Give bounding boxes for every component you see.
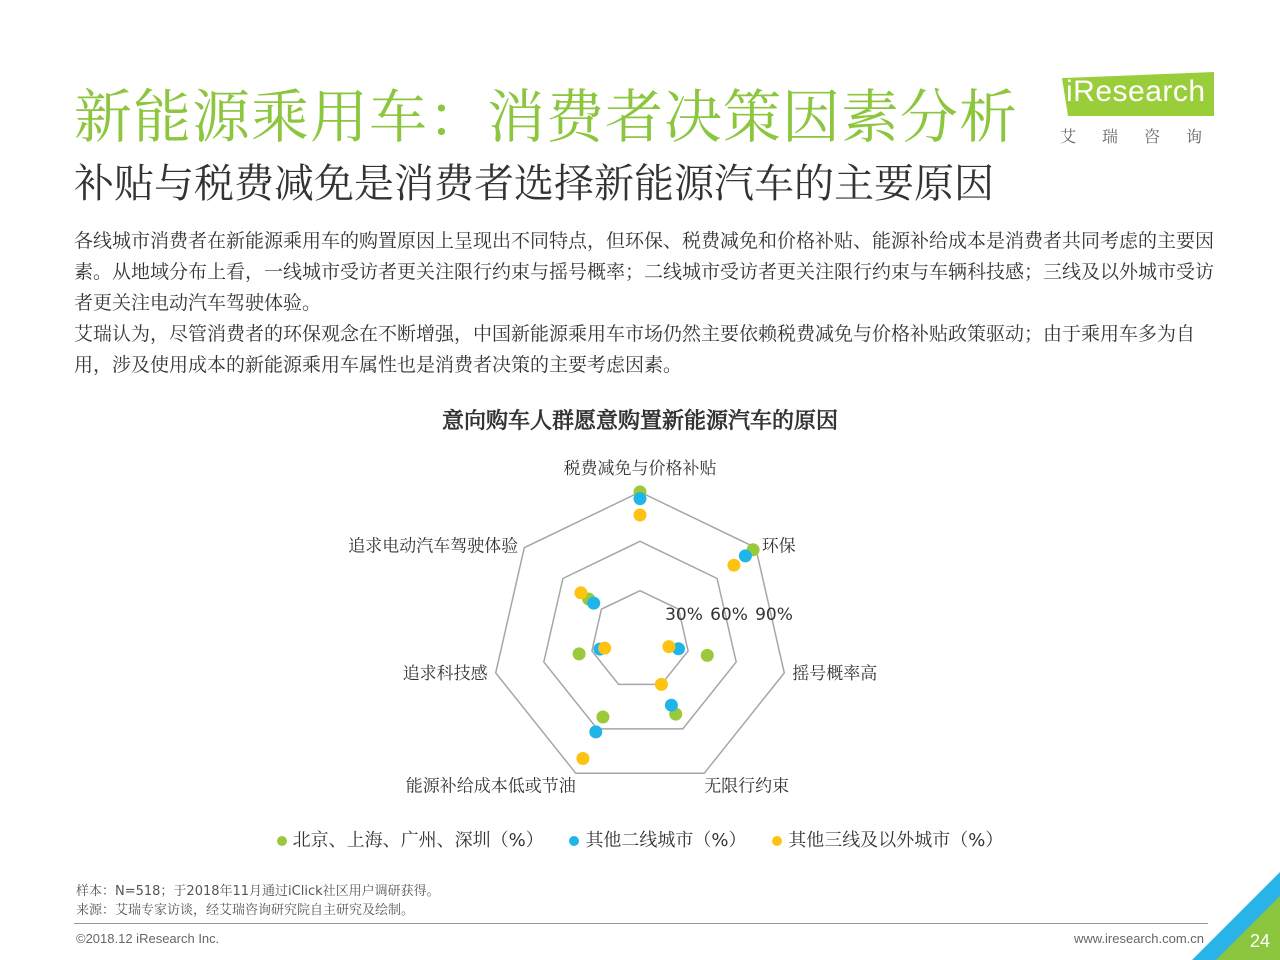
data-point-series-0 — [573, 647, 586, 660]
iresearch-logo — [1058, 66, 1229, 146]
page-title: 新能源乘用车：消费者决策因素分析 — [74, 83, 1019, 151]
summary-text — [74, 226, 1224, 381]
legend-label-tier1: 北京、上海、广州、深圳（%） — [292, 830, 544, 851]
data-point-series-0 — [596, 711, 609, 724]
data-point-series-1 — [665, 699, 678, 712]
data-point-series-1 — [589, 725, 602, 738]
data-point-series-0 — [701, 649, 714, 662]
data-point-series-2 — [598, 642, 611, 655]
legend-dot-blue — [569, 836, 579, 846]
tick-label: 90% — [755, 605, 793, 625]
category-label: 摇号概率高 — [792, 663, 878, 684]
source-note: 来源：艾瑞专家访谈，经艾瑞咨询研究院自主研究及绘制。 — [76, 903, 415, 918]
data-point-series-2 — [727, 559, 740, 572]
legend-label-tier2: 其他二线城市（%） — [585, 830, 747, 851]
summary-paragraph-1: 各线城市消费者在新能源乘用车的购置原因上呈现出不同特点，但环保、税费减免和价格补贴、能源补给成本是消费者共同考虑的主要因素。从地域分布上看，一线城市受访者更关注限行约束与摇号概率；二线城市受访者更关注限行约束与车辆科技感；三线及以外城市受访者更关注电动汽车驾驶体验。 — [74, 230, 1215, 314]
legend-item-tier3 — [772, 826, 1003, 852]
tick-label: 30% — [665, 605, 703, 625]
category-label: 无限行约束 — [704, 776, 790, 797]
tick-label: 60% — [710, 605, 748, 625]
legend-item-tier1 — [277, 826, 544, 852]
category-label: 追求科技感 — [402, 663, 488, 684]
data-point-series-1 — [634, 492, 647, 505]
radar-chart — [0, 440, 1280, 820]
category-label: 能源补给成本低或节油 — [405, 776, 576, 797]
logo-text: iResearch — [1066, 75, 1206, 108]
data-point-series-2 — [655, 678, 668, 691]
logo-cn-text: 艾瑞咨询 — [1060, 127, 1229, 146]
category-label: 环保 — [761, 536, 796, 557]
data-point-series-2 — [634, 509, 647, 522]
summary-paragraph-2: 艾瑞认为，尽管消费者的环保观念在不断增强，中国新能源乘用车市场仍然主要依赖税费减免与价格补贴政策驱动；由于乘用车多为自用，涉及使用成本的新能源乘用车属性也是消费者决策的主要考虑因素。 — [74, 323, 1196, 376]
data-point-series-1 — [739, 549, 752, 562]
legend-item-tier2 — [569, 826, 746, 852]
footer-divider — [74, 923, 1208, 924]
data-point-series-2 — [662, 640, 675, 653]
category-label: 税费减免与价格补贴 — [563, 459, 717, 479]
data-point-series-2 — [576, 752, 589, 765]
page-number: 24 — [1249, 931, 1270, 951]
data-point-series-2 — [574, 586, 587, 599]
grid-ring-2 — [496, 492, 785, 773]
chart-legend — [0, 826, 1280, 852]
legend-dot-yellow — [772, 836, 782, 846]
website-link[interactable]: www.iresearch.com.cn — [1073, 931, 1204, 946]
copyright: ©2018.12 iResearch Inc. — [76, 931, 220, 946]
radar-labels — [348, 459, 877, 796]
radar-points — [573, 486, 760, 766]
radar-grid — [496, 492, 785, 773]
category-label: 追求电动汽车驾驶体验 — [348, 536, 519, 557]
legend-label-tier3: 其他三线及以外城市（%） — [788, 830, 1004, 851]
grid-ring-1 — [544, 541, 736, 729]
corner-decoration-green — [1216, 896, 1280, 960]
sample-note: 样本：N=518；于2018年11月通过iClick社区用户调研获得。 — [76, 884, 440, 899]
data-point-series-1 — [587, 597, 600, 610]
legend-dot-green — [277, 836, 287, 846]
chart-title: 意向购车人群愿意购置新能源汽车的原因 — [441, 409, 838, 434]
footnote — [76, 882, 440, 920]
page-subtitle: 补贴与税费减免是消费者选择新能源汽车的主要原因 — [74, 161, 994, 207]
